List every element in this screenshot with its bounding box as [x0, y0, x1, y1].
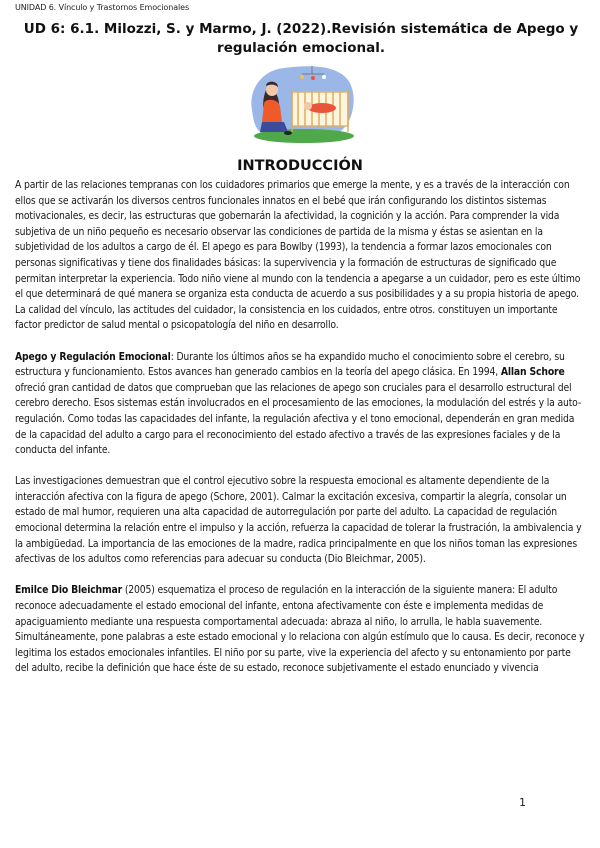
- page-number: 1: [519, 796, 526, 809]
- author-emilce-dio-bleichmar: Emilce Dio Bleichmar: [15, 584, 123, 597]
- paragraph-intro: A partir de las relaciones tempranas con los cuidadores primarios que emerge la mente, y es a través de la interacción con ellos que se activarán los diversos centros funcionales innatos en el bebé que irán configurando los distintos sistemas motivacionales, es decir, las estructuras que gobernarán la afectividad, la cognición y la acción. Para comprender la vida subjetiva de un niño pequeño es necesario observar las condiciones de partida de la misma y éstas se asientan en la subjetividad de los adultos a cargo de él. El apego es para Bowlby (1993), la tendencia a formar lazos emocionales con personas significativas y tiene dos finalidades básicas: la supervivencia y la formación de estructuras de significado que permitan interpretar la experiencia. Todo niño viene al mundo con la tendencia a apegarse a un cuidador, pero es este último el que determinará de qué manera se organiza esta conducta de acuerdo a sus posibilidades y a su propia historia de apego. La calidad del vínculo, las actitudes del cuidador, la consistencia en los cuidados, entre otros. constituyen un importante factor predictor de salud mental o psicopatología del niño en desarrollo.: [15, 179, 581, 332]
- author-allan-schore: Allan Schore: [500, 366, 565, 379]
- section-title-introduccion: INTRODUCCIÓN: [237, 158, 363, 174]
- running-header: UNIDAD 6. Vínculo y Trastornos Emocionales: [15, 3, 190, 12]
- paragraph-apego-regulacion: Apego y Regulación Emocional: Durante los últimos años se ha expandido mucho el conocimiento sobre el cerebro, su estructura y funcionamiento. Estos avances han generado cambios en la teoría del apego clásica. En 1994, Allan Schore ofreció gran cantidad de datos que comprueban que las relaciones de apego son cruciales para el desarrollo estructural del cerebro derecho. Esos sistemas están involucrados en el procesamiento de las emociones, la modulación del estrés y la auto-regulación. Como todas las capacidades del infante, la regulación afectiva y el tono emocional, dependerán en gran medida de la capacidad del adulto a cargo para el reconocimiento del estado afectivo a través de las expresiones faciales y de la conducta del infante.: [15, 350, 582, 457]
- paragraph-dio-bleichmar: Emilce Dio Bleichmar (2005) esquematiza el proceso de regulación en la interacción de la siguiente manera: El adulto reconoce adecuadamente el estado emocional del infante, entona afectivamente con éste e implementa medidas de apaciguamiento mediante una respuesta comportamental adecuada: abraza al niño, lo arrulla, le habla suavemente. Simultáneamente, pone palabras a este estado emocional y lo relaciona con algún estímulo que lo causa. Es decir, reconoce y legitima los estados emocionales infantiles. El niño por su parte, vive la experiencia del afecto y su entonamiento por parte del adulto, recibe la definición que hace éste de su estado, reconoce subjetivamente el estado enunciado y vivencia: [15, 584, 585, 675]
- mother-baby-illustration: [244, 60, 359, 145]
- baby-head: [304, 102, 312, 110]
- document-body: [15, 178, 585, 693]
- baby-blanket: [308, 103, 336, 113]
- paragraph-investigaciones: Las investigaciones demuestran que el control ejecutivo sobre la respuesta emocional es altamente dependiente de la interacción afectiva con la figura de apego (Schore, 2001). Calmar la excitación excesiva, compartir la alegría, consolar un estado de mal humor, requieren una alta capacidad de autorregulación por parte del adulto. La capacidad de regulación emocional determina la relación entre el impulso y la acción, refuerza la capacidad de tolerar la frustración, la ambivalencia y la ambigüedad. La importancia de las emociones de la madre, radica principalmente en que los niños toman las expresiones afectivas de los adultos como referencias para adecuar su conducta (Dio Bleichmar, 2005).: [15, 475, 582, 566]
- document-title: UD 6: 6.1. Milozzi, S. y Marmo, J. (2022).Revisión sistemática de Apego y regulación emocional.: [23, 21, 579, 56]
- term-apego-regulacion: Apego y Regulación Emocional: [15, 350, 171, 363]
- mother-watching-baby-in-crib-illustration: [244, 60, 359, 145]
